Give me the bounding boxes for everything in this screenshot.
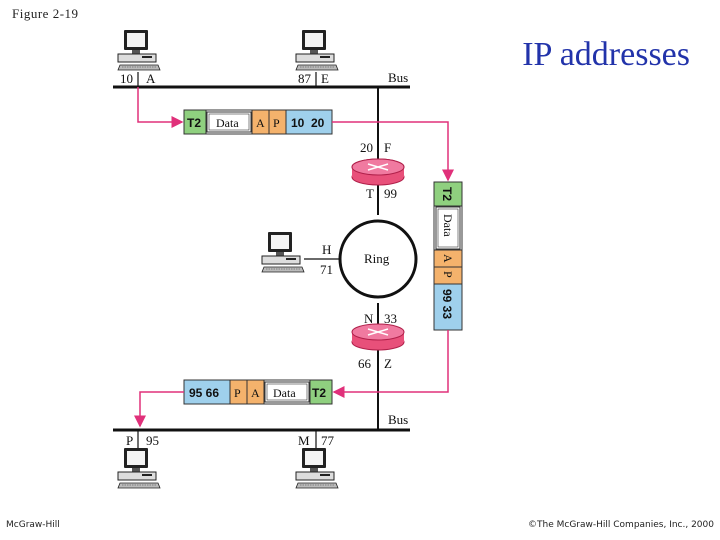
packet-1-p: P [273,116,280,130]
ring-label: Ring [364,251,390,266]
top-router-lower-phys: 99 [384,186,397,201]
top-router-icon [352,159,404,185]
packet-3-a: A [251,386,260,400]
station-h-computer-icon [262,232,304,272]
station-e-phys: 87 [298,71,311,86]
top-router-upper-phys: 20 [360,140,373,155]
station-m-logical: M [298,433,310,448]
packet-2-t2: T2 [440,187,454,202]
bottom-router-lower-logical: Z [384,356,392,371]
slide-title: IP addresses [522,36,690,73]
station-e-logical: E [321,71,329,86]
footer-copyright: ©The McGraw-Hill Companies, Inc., 2000 [528,520,714,530]
bottom-router-upper-logical: N [364,311,374,326]
footer-publisher: McGraw-Hill [6,520,60,530]
packet-2-a: A [441,254,455,263]
station-p-phys: 95 [146,433,159,448]
packet-1-src: 10 [291,116,305,130]
bottom-bus-label: Bus [388,412,409,427]
station-a-computer-icon [118,30,160,70]
top-bus-label: Bus [388,70,409,85]
packet-3-addrs: 95 66 [189,386,220,400]
packet-1-a: A [256,116,265,130]
bottom-router-icon [352,324,404,350]
packet-1-dst: 20 [311,116,325,130]
bottom-router-lower-phys: 66 [358,356,371,371]
figure-label: Figure 2-19 [12,6,79,21]
packet-2-data: Data [441,214,455,237]
packet-1-t2: T2 [187,116,202,130]
packet-3-t2: T2 [312,386,327,400]
packet-2-addrs: 99 33 [440,289,454,320]
bottom-router-upper-phys: 33 [384,311,397,326]
station-h-logical: H [322,242,332,257]
station-a-phys: 10 [120,71,133,86]
station-a-logical: A [146,71,156,86]
station-p-computer-icon [118,448,160,488]
packet-2-p: P [441,271,455,278]
station-m-computer-icon [296,448,338,488]
top-router-lower-logical: T [366,186,374,201]
packet-3-data: Data [273,386,296,400]
arrow-packet3-to-p [140,392,184,426]
station-h-phys: 71 [320,262,333,277]
arrow-a-to-packet1 [138,87,182,122]
station-e-computer-icon [296,30,338,70]
top-router-upper-logical: F [384,140,392,155]
packet-1-data: Data [216,116,239,130]
packet-3-p: P [234,386,241,400]
station-p-logical: P [126,433,134,448]
station-m-phys: 77 [321,433,334,448]
